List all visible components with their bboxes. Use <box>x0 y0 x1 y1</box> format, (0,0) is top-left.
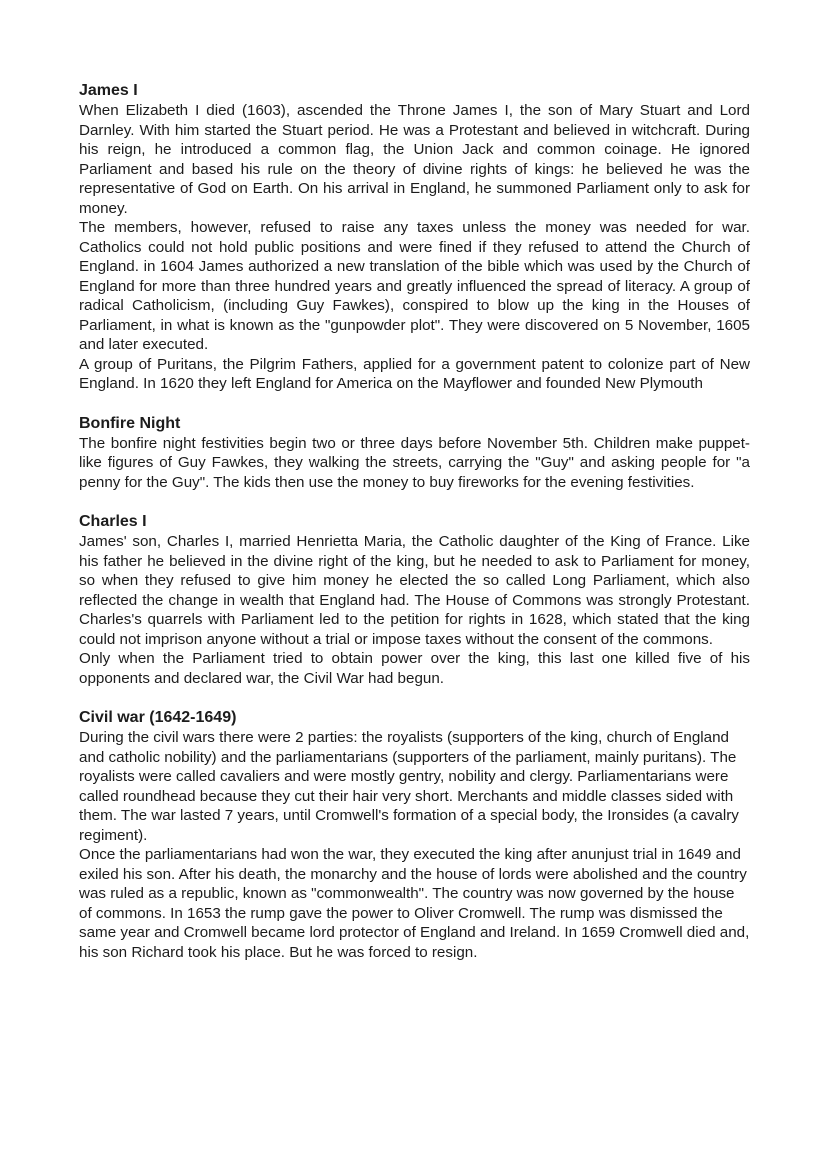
section-heading: Charles I <box>79 513 147 530</box>
paragraph: The members, however, refused to raise any taxes unless the money was needed for war. Catholics could not hold public positions and were fined if they refused to attend the Church of England. in 1604 James authorized a new translation of the bible which was used by the Church of England for more than three hundred years and greatly influenced the spread of literacy. A group of radical Catholicism, (including Guy Fawkes), conspired to blow up the king in the Houses of Parliament, in what is known as the "gunpowder plot". They were discovered on 5 November, 1605 and later executed. <box>79 219 750 353</box>
section-heading: Bonfire Night <box>79 414 181 432</box>
paragraph: During the civil wars there were 2 parties: the royalists (supporters of the king, church of England and catholic nobility) and the parliamentarians (supporters of the parliament, mainly puritans). The royalists were called cavaliers and were mostly gentry, nobility and clergy. Parliamentarians were called roundhead because they cut their hair very short. Merchants and middle classes sided with them. The war lasted 7 years, until Cromwell's formation of a special body, the Ironsides (a cavalry regiment). <box>79 729 739 844</box>
section-charles-i <box>79 512 750 688</box>
paragraph: James' son, Charles I, married Henrietta Maria, the Catholic daughter of the King of France. Like his father he believed in the divine right of the king, but he needed to ask to Parliament for money, so when they refused to give him money he elected the so called Long Parliament, which also reflected the change in wealth that England had. The House of Commons was strongly Protestant. Charles's quarrels with Parliament led to the petition for rights in 1628, which stated that the king could not imprison anyone without a trial or impose taxes without the consent of the commons. <box>79 533 750 648</box>
paragraph: Only when the Parliament tried to obtain power over the king, this last one killed five of his opponents and declared war, the Civil War had begun. <box>79 650 750 687</box>
section-heading: Civil war (1642-1649) <box>79 709 237 726</box>
section-civil-war <box>79 708 750 962</box>
paragraph: Once the parliamentarians had won the war, they executed the king after anunjust trial in 1649 and exiled his son. After his death, the monarchy and the house of lords were abolished and the country was ruled as a republic, known as "commonwealth". The country was now governed by the house of commons. In 1653 the rump gave the power to Oliver Cromwell. The rump was dismissed the same year and Cromwell became lord protector of England and Ireland. In 1659 Cromwell died and, his son Richard took his place. But he was forced to resign. <box>79 846 750 961</box>
document-page <box>79 81 750 982</box>
section-bonfire-night <box>79 414 750 493</box>
section-james-i <box>79 81 750 394</box>
paragraph: The bonfire night festivities begin two or three days before November 5th. Children make puppet-like figures of Guy Fawkes, they walking the streets, carrying the "Guy" and asking people for "a penny for the Guy". The kids then use the money to buy fireworks for the evening festivities. <box>79 434 750 491</box>
paragraph: When Elizabeth I died (1603), ascended the Throne James I, the son of Mary Stuart and Lord Darnley. With him started the Stuart period. He was a Protestant and believed in witchcraft. During his reign, he introduced a common flag, the Union Jack and common coinage. He ignored Parliament and based his rule on the theory of divine rights of kings: he believed he was the representative of God on Earth. On his arrival in England, he summoned Parliament only to ask for money. <box>79 102 750 217</box>
section-heading: James I <box>79 82 138 99</box>
paragraph: A group of Puritans, the Pilgrim Fathers, applied for a government patent to colonize part of New England. In 1620 they left England for America on the Mayflower and founded New Plymouth <box>79 355 750 392</box>
